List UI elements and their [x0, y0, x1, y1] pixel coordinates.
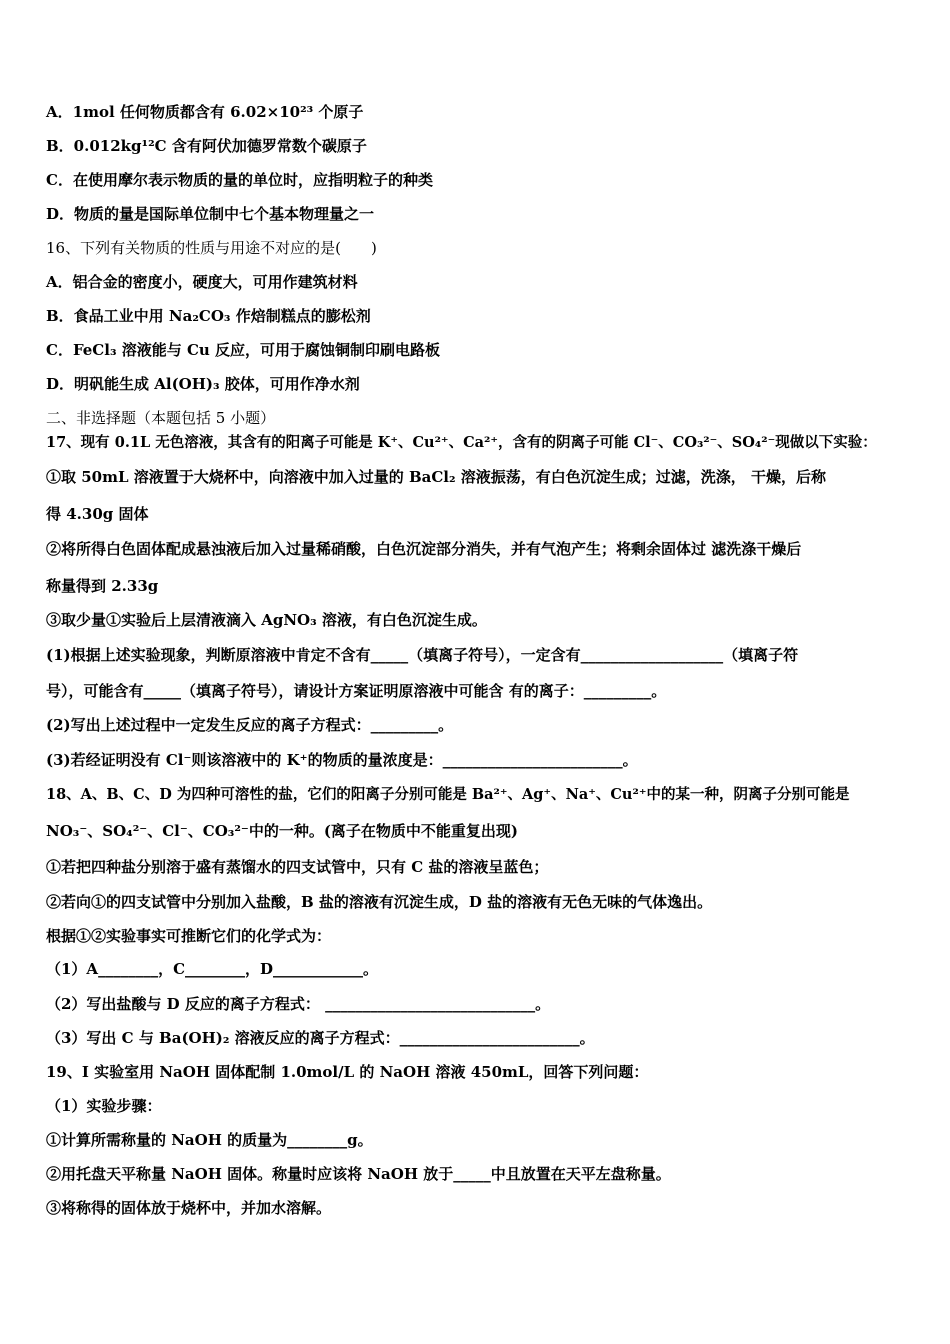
- question-text-line: ②用托盘天平称量 NaOH 固体。称量时应该将 NaOH 放于_____中且放置在天平左盘称量。: [46, 1165, 671, 1183]
- question-text-line: ②若向①的四支试管中分别加入盐酸，B 盐的溶液有沉淀生成，D 盐的溶液有无色无味的气体逸出。: [46, 893, 713, 911]
- sub-question-3: (3)若经证明没有 Cl⁻则该溶液中的 K⁺的物质的量浓度是：________________________。: [46, 751, 638, 769]
- question-text-line: ②将所得白色固体配成悬浊液后加入过量稀硝酸，白色沉淀部分消失，并有气泡产生；将剩余固体过 滤洗涤干燥后: [46, 540, 802, 558]
- question-text-line: ①取 50mL 溶液置于大烧杯中，向溶液中加入过量的 BaCl₂ 溶液振荡，有白色沉淀生成；过滤，洗涤， 干燥，后称: [46, 468, 827, 486]
- question-18: 18、A、B、C、D 为四种可溶性的盐，它们的阳离子分别可能是 Ba²⁺、Ag⁺、Na⁺、Cu²⁺中的某一种，阴离子分别可能是: [46, 786, 850, 803]
- section-heading: 二、非选择题（本题包括 5 小题）: [46, 409, 276, 427]
- option-d-line: D．物质的量是国际单位制中七个基本物理量之一: [46, 205, 375, 223]
- question-19: 19、I 实验室用 NaOH 固体配制 1.0mol/L 的 NaOH 溶液 450mL，回答下列问题：: [46, 1063, 649, 1081]
- sub-question-1: (1)根据上述实验现象，判断原溶液中肯定不含有_____（填离子符号），一定含有___________________（填离子符: [46, 646, 799, 664]
- sub-question-2: (2)写出上述过程中一定发生反应的离子方程式：_________。: [46, 716, 454, 734]
- question-text-line: NO₃⁻、SO₄²⁻、Cl⁻、CO₃²⁻中的一种。(离子在物质中不能重复出现): [46, 822, 519, 840]
- question-text-line: ①若把四种盐分别溶于盛有蒸馏水的四支试管中，只有 C 盐的溶液呈蓝色；: [46, 858, 549, 876]
- option-a-line: A．1mol 任何物质都含有 6.02×10²³ 个原子: [46, 103, 364, 121]
- sub-question-1: （1）A________，C________，D____________。: [46, 960, 379, 978]
- option-c-line: C．FeCl₃ 溶液能与 Cu 反应，可用于腐蚀铜制印刷电路板: [46, 341, 441, 359]
- question-text-line: ①计算所需称量的 NaOH 的质量为________g。: [46, 1131, 373, 1149]
- question-text-line: ③取少量①实验后上层清液滴入 AgNO₃ 溶液，有白色沉淀生成。: [46, 611, 487, 629]
- question-text-line: ③将称得的固体放于烧杯中，并加水溶解。: [46, 1199, 332, 1217]
- sub-question-3: （3）写出 C 与 Ba(OH)₂ 溶液反应的离子方程式：________________________。: [46, 1029, 595, 1047]
- question-text-line: 得 4.30g 固体: [46, 505, 149, 523]
- option-d-line: D．明矾能生成 Al(OH)₃ 胶体，可用作净水剂: [46, 375, 360, 393]
- option-b-line: B．0.012kg¹²C 含有阿伏加德罗常数个碳原子: [46, 137, 367, 155]
- option-b-line: B．食品工业中用 Na₂CO₃ 作焙制糕点的膨松剂: [46, 307, 371, 325]
- question-text-line: 称量得到 2.33g: [46, 577, 159, 595]
- option-a-line: A．铝合金的密度小，硬度大，可用作建筑材料: [46, 273, 358, 291]
- question-16: 16、下列有关物质的性质与用途不对应的是( ): [46, 239, 377, 257]
- sub-question-1: （1）实验步骤：: [46, 1097, 162, 1115]
- sub-question-2: （2）写出盐酸与 D 反应的离子方程式： ____________________________。: [46, 995, 551, 1013]
- question-text-line: 号），可能含有_____（填离子符号），请设计方案证明原溶液中可能含 有的离子：_________。: [46, 682, 667, 700]
- question-17: 17、现有 0.1L 无色溶液，其含有的阳离子可能是 K⁺、Cu²⁺、Ca²⁺，含有的阴离子可能 Cl⁻、CO₃²⁻、SO₄²⁻现做以下实验：: [46, 434, 877, 451]
- question-text-line: 根据①②实验事实可推断它们的化学式为：: [46, 927, 332, 945]
- option-c-line: C．在使用摩尔表示物质的量的单位时，应指明粒子的种类: [46, 171, 433, 189]
